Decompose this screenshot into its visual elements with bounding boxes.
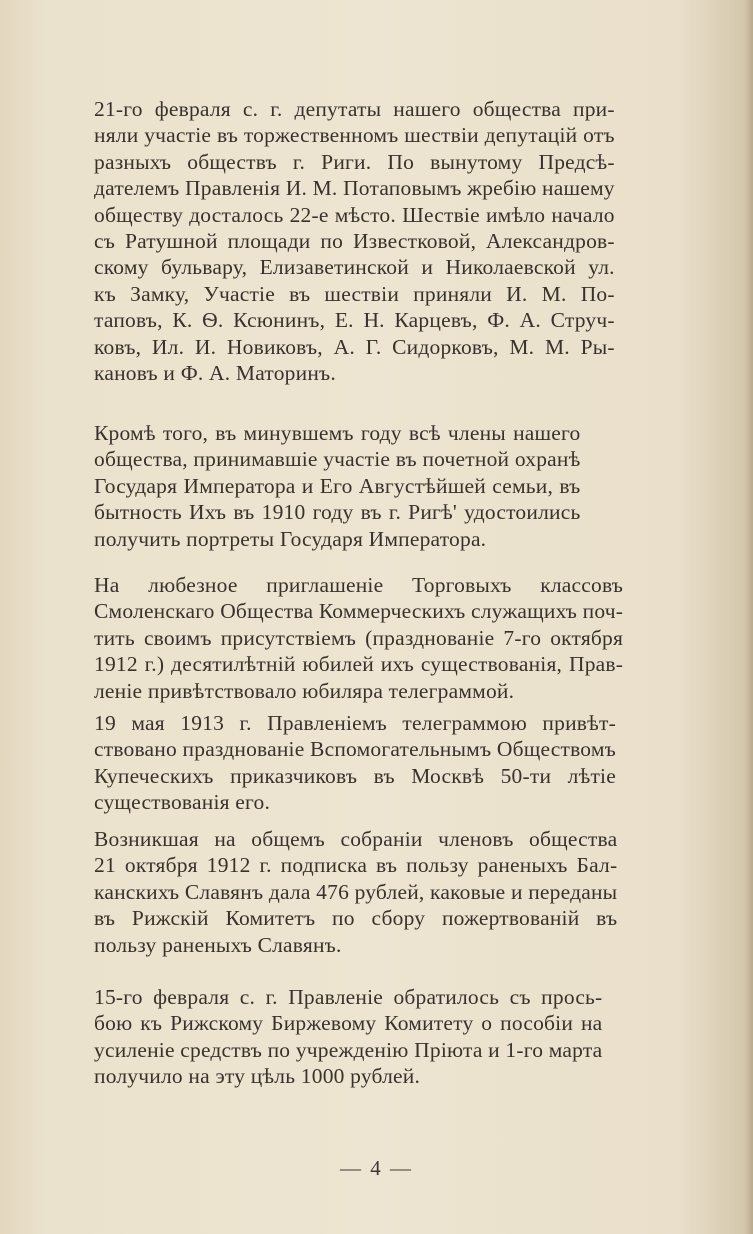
text-line: Кромѣ того, въ минувшемъ году всѣ члены нашего [94,421,581,445]
paragraph-moscow-anniversary [94,710,616,816]
text-line: дателемъ Правленія И. М. Потаповымъ жребію нашему [94,176,615,201]
text-line: общества, принимавшіе участіе въ почетной охранѣ [94,447,581,472]
text-line: скому бульвару, Елизаветинской и Николаевской ул. [94,255,615,280]
text-line: 1912 г.) десятилѣтній юбилей ихъ существованія, Прав- [94,652,624,677]
paragraph-smolensk-jubilee [94,572,623,704]
text-line: тить своимъ присутствіемъ (празднованіе 7-го октября [94,625,624,650]
text-line: Государя Императора и Его Августѣйшей семьи, въ [94,473,581,498]
text-line: существованія его. [94,790,271,815]
text-line: усиленіе средствъ по учрежденію Пріюта и 1-го марта [94,1037,603,1062]
text-line: получить портреты Государя Императора. [94,526,487,551]
text-line: въ Рижскій Комитетъ по сбору пожертвованій въ [94,906,618,931]
text-line: леніе привѣтствовало юбиляра телеграммой. [94,678,515,703]
text-line: бою къ Рижскому Биржевому Комитету о пособіи на [94,1011,603,1036]
text-line: 21-го февраля с. г. депутаты нашего общества при- [94,97,615,121]
text-line: ствовано празднованіе Вспомогательнымъ Обществомъ [94,737,616,762]
paragraph-honor-guard-portraits [94,420,580,552]
page-number: — 4 — [340,1156,413,1180]
text-line: канскихъ Славянъ дала 476 рублей, каковые и переданы [94,879,618,904]
text-line: обществу досталось 22-е мѣсто. Шествіе имѣло начало [94,202,615,227]
text-line: На любезное приглашеніе Торговыхъ классовъ [94,573,624,597]
text-line: 19 мая 1913 г. Правленіемъ телеграммою привѣт- [94,711,616,735]
text-line: Возникшая на общемъ собраніи членовъ общества [94,827,618,851]
text-line: пользу раненыхъ Славянъ. [94,932,342,957]
text-line: Купеческихъ приказчиковъ въ Москвѣ 50-ти лѣтіе [94,763,616,788]
text-line: няли участіе въ торжественномъ шествіи депутацій отъ [94,123,615,148]
text-line: таповъ, К. Ѳ. Ксюнинъ, Е. Н. Карцевъ, Ф. А. Струч- [94,308,615,333]
text-line: ковъ, Ил. И. Новиковъ, А. Г. Сидорковъ, М. М. Ры- [94,334,615,359]
text-line: 15-го февраля с. г. Правленіе обратилось съ прось- [94,985,603,1009]
text-line: бытность Ихъ въ 1910 году въ г. Ригѣ' удостоились [94,500,581,525]
text-line: кановъ и Ф. А. Маторинъ. [94,361,336,386]
text-line: Смоленскаго Общества Коммерческихъ служащихъ поч- [94,599,624,624]
paragraph-deputation-procession [94,96,615,386]
text-line: съ Ратушной площади по Известковой, Александров- [94,229,615,254]
paragraph-balkan-fund [94,826,617,958]
paragraph-shelter-grant [94,984,602,1090]
text-line: разныхъ обществъ г. Риги. По вынутому Предсѣ- [94,149,615,174]
text-line: получило на эту цѣль 1000 рублей. [94,1064,421,1089]
page-edge-shadow [745,0,753,1234]
text-line: къ Замку, Участіе въ шествіи приняли И. М. По- [94,281,615,306]
text-line: 21 октября 1912 г. подписка въ пользу раненыхъ Бал- [94,853,618,878]
